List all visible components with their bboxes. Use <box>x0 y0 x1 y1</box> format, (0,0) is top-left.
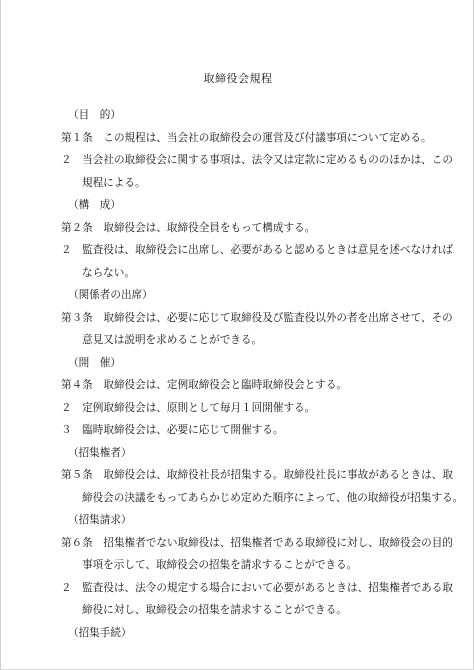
clause-continuation: 事項を示して、取締役会の招集を請求することができる。 <box>82 559 358 571</box>
section-heading: （招集権者） <box>68 446 132 459</box>
document-title: 取締役会規程 <box>203 72 273 85</box>
clause-line: 第１条 この規程は、当会社の取締役会の運営及び付議事項について定める。 <box>61 131 432 144</box>
clause-continuation: 意見又は説明を求めることができる。 <box>82 334 263 346</box>
section-heading: （開 催） <box>68 356 121 369</box>
section-heading: （招集手続） <box>68 626 132 639</box>
section-heading: （目 的） <box>68 109 121 121</box>
clause-continuation: 締役会の決議をもってあらかじめ定めた順序によって、他の取締役が招集する。 <box>82 491 464 504</box>
clause-line: ２ 定例取締役会は、原則として毎月１回開催する。 <box>61 401 316 414</box>
clause-continuation: ならない。 <box>82 266 135 279</box>
clause-line: 第５条 取締役会は、取締役社長が招集する。取締役社長に事故があるときは、取 <box>61 469 453 481</box>
section-heading: （招集請求） <box>68 514 132 526</box>
section-heading: （関係者の出席） <box>68 289 153 301</box>
clause-line: 第３条 取締役会は、必要に応じて取締役及び監査役以外の者を出席させて、その <box>61 311 453 324</box>
clause-continuation: 規程による。 <box>82 176 146 189</box>
clause-line: 第２条 取締役会は、取締役全員をもって構成する。 <box>61 221 316 234</box>
clause-line: ２ 当会社の取締役会に関する事項は、法令又は定款に定めるもののほかは、この <box>61 154 453 166</box>
clause-continuation: 締役に対し、取締役会の招集を請求することができる。 <box>82 604 347 616</box>
clause-line: 第６条 招集権者でない取締役は、招集権者である取締役に対し、取締役会の目的 <box>61 536 453 549</box>
section-heading: （構 成） <box>68 199 121 211</box>
clause-line: 第４条 取締役会は、定例取締役会と臨時取締役会とする。 <box>61 379 348 391</box>
clause-line: ２ 監査役は、法令の規定する場合において必要があるときは、招集権者である取 <box>61 581 453 594</box>
document-body <box>61 104 464 644</box>
clause-line: ３ 臨時取締役会は、必要に応じて開催する。 <box>61 424 284 436</box>
clause-line: ２ 監査役は、取締役会に出席し、必要があると認めるときは意見を述べなければ <box>61 244 453 256</box>
